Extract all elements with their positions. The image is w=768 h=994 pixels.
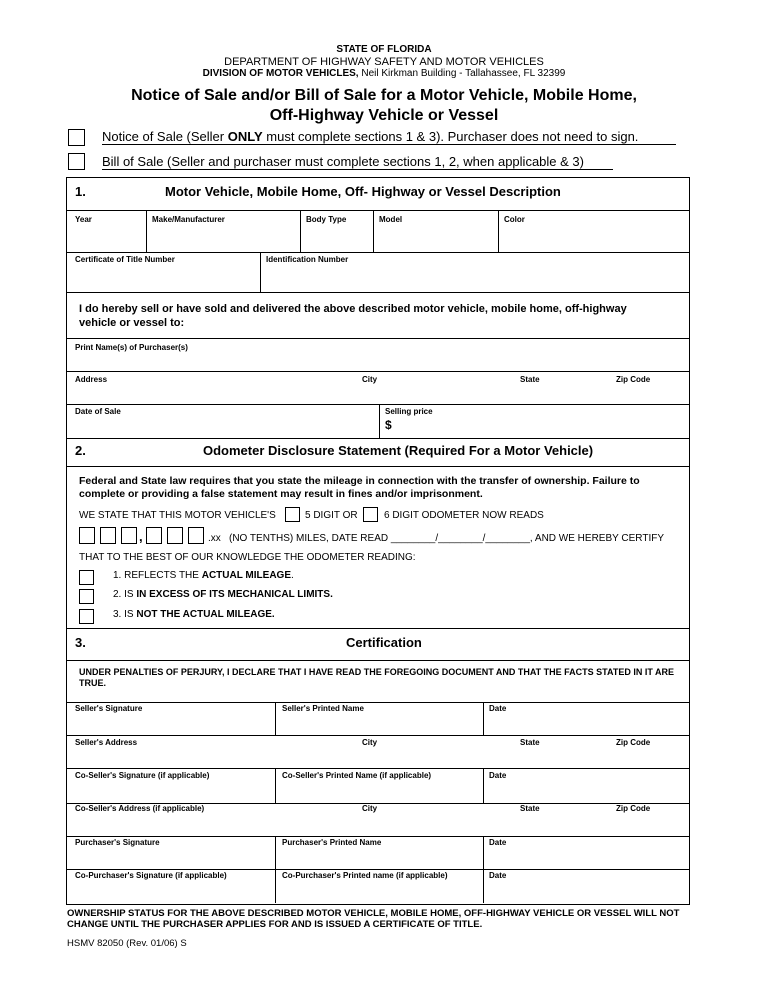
division-address: Neil Kirkman Building - Tallahassee, FL 32399 <box>361 68 566 79</box>
division-name: DIVISION OF MOTOR VEHICLES, <box>202 68 359 79</box>
odometer-digit-6[interactable] <box>188 527 204 544</box>
bill-of-sale-label: Bill of Sale (Seller and purchaser must complete sections 1, 2, when applicable & 3) <box>102 154 584 169</box>
six-digit-label: 6 DIGIT ODOMETER NOW READS <box>384 510 544 521</box>
copurchaser-date-field[interactable]: Date <box>489 871 507 880</box>
coseller-date-field[interactable]: Date <box>489 771 507 780</box>
division-heading <box>0 68 768 79</box>
section1-number: 1. <box>75 184 86 199</box>
excess-mileage-checkbox[interactable] <box>79 589 94 604</box>
five-digit-checkbox[interactable] <box>285 507 300 522</box>
odometer-digit-2[interactable] <box>100 527 116 544</box>
form-title-line2: Off-Highway Vehicle or Vessel <box>269 107 499 124</box>
odometer-xx: .xx <box>208 533 221 544</box>
opt2-prefix: 2. IS <box>113 589 137 600</box>
opt3-prefix: 3. IS <box>113 609 137 620</box>
seller-state-field[interactable]: State <box>520 738 540 747</box>
section2-number: 2. <box>75 443 86 458</box>
odometer-digit-5[interactable] <box>167 527 183 544</box>
purchaser-printed-name-field[interactable]: Purchaser's Printed Name <box>282 838 382 847</box>
make-field[interactable]: Make/Manufacturer <box>152 215 225 224</box>
miles-date-text: (NO TENTHS) MILES, DATE READ ________/________/________, AND WE HEREBY CERTIFY <box>229 533 665 544</box>
excess-mileage-label <box>113 589 333 600</box>
purchaser-zip-field[interactable]: Zip Code <box>616 375 651 384</box>
seller-zip-field[interactable]: Zip Code <box>616 738 651 747</box>
coseller-city-field[interactable]: City <box>362 804 378 813</box>
opt3-bold: NOT THE ACTUAL MILEAGE. <box>136 609 275 620</box>
we-state-text: WE STATE THAT THIS MOTOR VEHICLE'S <box>79 510 276 521</box>
sale-statement: I do hereby sell or have sold and delivered the above described motor vehicle, mobile home, off-highway vehicle or vessel to: <box>79 303 627 329</box>
five-digit-label: 5 DIGIT OR <box>305 510 358 521</box>
selling-price-field[interactable]: Selling price <box>385 407 433 416</box>
actual-mileage-checkbox[interactable] <box>79 570 94 585</box>
body-type-field[interactable]: Body Type <box>306 215 347 224</box>
coseller-state-field[interactable]: State <box>520 804 540 813</box>
purchaser-date-field[interactable]: Date <box>489 838 507 847</box>
section3-title: Certification <box>346 635 422 650</box>
actual-mileage-label <box>113 570 294 581</box>
notice-of-sale-checkbox[interactable] <box>68 129 85 146</box>
purchaser-names-field[interactable]: Print Name(s) of Purchaser(s) <box>75 343 188 352</box>
sellers-address-field[interactable]: Seller's Address <box>75 738 138 747</box>
purchaser-address-field[interactable]: Address <box>75 375 108 384</box>
notice-suffix: must complete sections 1 & 3). Purchaser does not need to sign. <box>262 129 639 144</box>
opt2-bold: IN EXCESS OF ITS MECHANICAL LIMITS. <box>136 589 333 600</box>
odometer-digit-3[interactable] <box>121 527 137 544</box>
coseller-address-field[interactable]: Co-Seller's Address (if applicable) <box>75 804 205 813</box>
color-field[interactable]: Color <box>504 215 525 224</box>
odometer-law-text: Federal and State law requires that you state the mileage in connection with the transfer of ownership. Failure to complete or providing a false statement may result in fines and/or imprisonment. <box>79 475 640 500</box>
opt1-bold: ACTUAL MILEAGE <box>201 570 291 581</box>
date-of-sale-field[interactable]: Date of Sale <box>75 407 121 416</box>
coseller-zip-field[interactable]: Zip Code <box>616 804 651 813</box>
not-actual-mileage-checkbox[interactable] <box>79 609 94 624</box>
copurchaser-printed-name-field[interactable]: Co-Purchaser's Printed name (if applicable) <box>282 871 448 880</box>
odometer-comma: , <box>139 529 143 544</box>
notice-of-sale-label <box>102 129 638 144</box>
sellers-signature-field[interactable]: Seller's Signature <box>75 704 143 713</box>
sellers-printed-name-field[interactable]: Seller's Printed Name <box>282 704 364 713</box>
purchaser-state-field[interactable]: State <box>520 375 540 384</box>
title-number-field[interactable]: Certificate of Title Number <box>75 255 175 264</box>
seller-date-field[interactable]: Date <box>489 704 507 713</box>
section3-number: 3. <box>75 635 86 650</box>
bill-of-sale-checkbox[interactable] <box>68 153 85 170</box>
department-heading: DEPARTMENT OF HIGHWAY SAFETY AND MOTOR VEHICLES <box>224 56 544 68</box>
coseller-printed-name-field[interactable]: Co-Seller's Printed Name (if applicable) <box>282 771 432 780</box>
section1-title: Motor Vehicle, Mobile Home, Off- Highway or Vessel Description <box>165 184 561 199</box>
state-heading: STATE OF FLORIDA <box>336 44 432 55</box>
notice-prefix: Notice of Sale (Seller <box>102 129 228 144</box>
notice-only: ONLY <box>227 129 263 144</box>
opt1-suffix: . <box>291 570 294 581</box>
form-title-line1: Notice of Sale and/or Bill of Sale for a Motor Vehicle, Mobile Home, <box>131 87 637 104</box>
perjury-statement: UNDER PENALTIES OF PERJURY, I DECLARE THAT I HAVE READ THE FOREGOING DOCUMENT AND THAT THE FACTS STATED IN IT ARE TRUE. <box>79 667 675 688</box>
copurchaser-signature-field[interactable]: Co-Purchaser's Signature (if applicable) <box>75 871 227 880</box>
not-actual-mileage-label <box>113 609 275 620</box>
opt1-prefix: 1. REFLECTS THE <box>113 570 202 581</box>
purchaser-signature-field[interactable]: Purchaser's Signature <box>75 838 160 847</box>
model-field[interactable]: Model <box>379 215 403 224</box>
odometer-digit-1[interactable] <box>79 527 95 544</box>
coseller-signature-field[interactable]: Co-Seller's Signature (if applicable) <box>75 771 210 780</box>
year-field[interactable]: Year <box>75 215 92 224</box>
seller-city-field[interactable]: City <box>362 738 378 747</box>
ownership-notice: OWNERSHIP STATUS FOR THE ABOVE DESCRIBED MOTOR VEHICLE, MOBILE HOME, OFF-HIGHWAY VEHICLE OR VESSEL WILL NOT CHANGE UNTIL THE PURCHASER APPLIES FOR AND IS ISSUED A CERTIFICATE OF TITLE. <box>67 908 680 930</box>
section2-title: Odometer Disclosure Statement (Required For a Motor Vehicle) <box>203 443 594 458</box>
purchaser-city-field[interactable]: City <box>362 375 378 384</box>
form-number: HSMV 82050 (Rev. 01/06) S <box>67 938 187 949</box>
identification-number-field[interactable]: Identification Number <box>266 255 349 264</box>
odometer-digit-4[interactable] <box>146 527 162 544</box>
dollar-sign: $ <box>385 418 392 432</box>
six-digit-checkbox[interactable] <box>363 507 378 522</box>
best-knowledge-text: THAT TO THE BEST OF OUR KNOWLEDGE THE ODOMETER READING: <box>79 552 416 563</box>
